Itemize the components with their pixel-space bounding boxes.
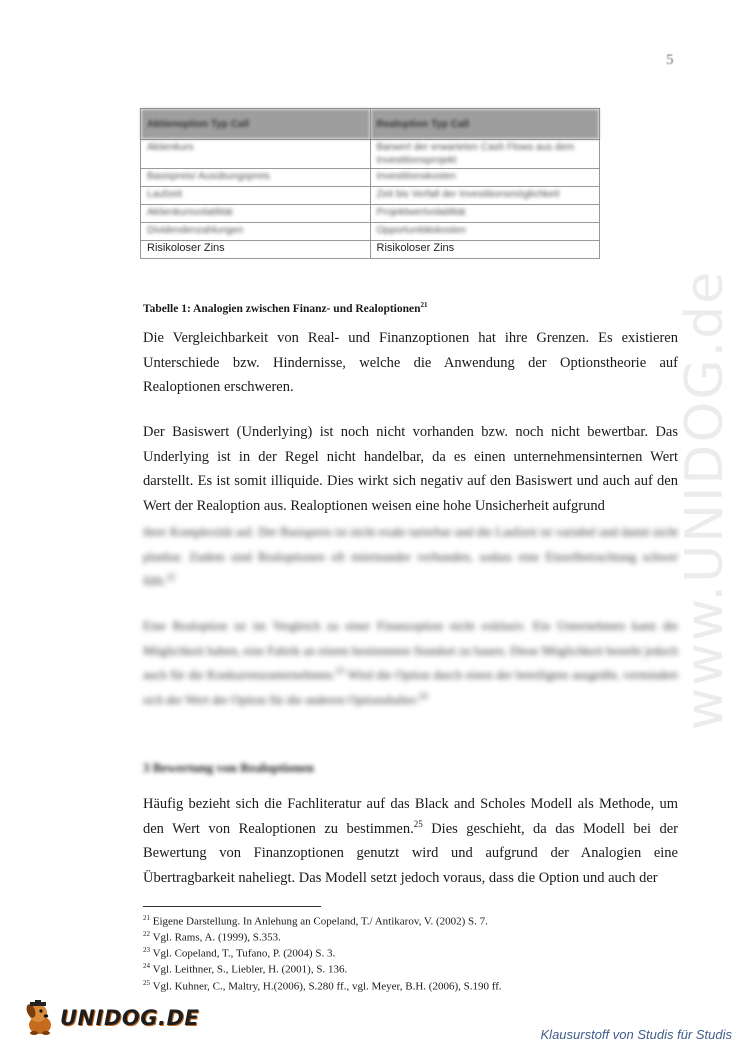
table-cell: Dividendenzahlungen	[141, 223, 371, 241]
table-row	[141, 140, 600, 169]
table-cell: Risikoloser Zins	[141, 241, 371, 259]
paragraph-exclusivity	[143, 614, 678, 713]
table-cell: Zeit bis Verfall der Investitionsmöglichkeit	[370, 187, 600, 205]
analogy-table	[140, 108, 600, 259]
table-row	[141, 205, 600, 223]
table-header-cell: Aktienoption Typ Call	[141, 109, 371, 140]
footnote	[143, 928, 683, 944]
table-row	[141, 187, 600, 205]
paragraph-text: Eine Realoption ist im Vergleich zu einer Finanzoption nicht exklusiv. Ein Unternehmen kann die Möglichkeit haben, eine Fabrik an einem bestimmten Standort zu bauen. Diese Möglichkeit besteht jedoch auch für die Konkurrenzunternehmen.	[143, 619, 678, 683]
footnote	[143, 944, 683, 960]
footnote-text: Vgl. Kuhner, C., Maltry, H.(2006), S.280 ff., vgl. Meyer, B.H. (2006), S.190 ff.	[152, 980, 502, 993]
paragraph-underlying: Der Basiswert (Underlying) ist noch nicht vorhanden bzw. noch nicht bewertbar. Das Underlying ist in der Regel nicht handelbar, da es einen unternehmensinternen Wert darstellt. Es ist somit illiquide. Dies wirkt sich negativ auf den Basiswert und auch auf den Wert der Realoption aus. Realoptionen weisen eine hohe Unsicherheit aufgrund	[143, 424, 678, 515]
table-cell: Investitionskosten	[370, 169, 600, 187]
caption-text: Tabelle 1: Analogien zwischen Finanz- und Realoptionen	[143, 302, 421, 315]
footer-tagline: Klausurstoff von Studis für Studis	[540, 1027, 732, 1042]
footnote-number: 21	[143, 914, 150, 922]
table-row	[141, 223, 600, 241]
dog-mascot-icon	[22, 999, 58, 1037]
paragraph-text: Dies geschieht, da das Modell bei der Bewertung von Finanzoptionen genutzt wird und aufgrund der Analogien eine Übertragbarkeit naheliegt. Das Modell setzt jedoch voraus, dass die Option und auch der	[143, 820, 678, 887]
table-row	[141, 169, 600, 187]
paragraph-text: Wird die Option durch einen der beteiligten ausgeübt, vermindert sich der Wert der Option für die anderen Optionshalter.	[143, 668, 678, 708]
footnote-text: Vgl. Leithner, S., Liebler, H. (2001), S. 136.	[152, 964, 348, 977]
footnote	[143, 912, 683, 928]
unidog-logo[interactable]	[22, 999, 199, 1037]
section-heading: 3 Bewertung von Realoptionen	[143, 760, 314, 775]
footnote-ref: 22	[166, 572, 176, 583]
table-cell: Aktienkurs	[141, 140, 371, 169]
footnote	[143, 960, 683, 976]
page-number: 5	[666, 52, 674, 68]
paragraph-text: ihrer Komplexität auf. Der Basispreis ist nicht exakt tarierbar und die Laufzeit ist variabel und damit nicht planbar. Zudem sind Realoptionen oft miteinander verbunden, sodass eine Einzelbetrachtung schwer fällt.	[143, 525, 678, 589]
table-cell: Risikoloser Zins	[370, 241, 600, 259]
paragraph-black-scholes	[143, 792, 678, 891]
footnote-text: Vgl. Copeland, T., Tufano, P. (2004) S. 3.	[152, 947, 336, 960]
paragraph-underlying-cont	[143, 520, 678, 594]
footnote-number: 23	[143, 946, 150, 955]
footer	[0, 985, 750, 1060]
logo-text: UNIDOG.DE	[60, 1006, 200, 1030]
table-cell: Projektwertvolatilität	[370, 205, 600, 223]
table-cell: Barwert der erwarteten Cash Flows aus dem Investitionsprojekt	[370, 140, 600, 169]
footnote-number: 22	[143, 930, 150, 939]
footnote-text: Vgl. Rams, A. (1999), S.353.	[152, 931, 281, 944]
footnote-ref: 21	[420, 301, 428, 309]
footnote-number: 25	[143, 978, 150, 987]
footnote-divider	[143, 906, 321, 907]
table-cell: Laufzeit	[141, 187, 371, 205]
footnote-list	[143, 912, 683, 993]
footnote-text: Eigene Darstellung. In Anlehung an Copeland, T./ Antikarov, V. (2002) S. 7.	[152, 915, 488, 928]
footnote-ref: 24	[418, 690, 428, 701]
footnote-ref: 23	[335, 666, 345, 677]
table-header-cell: Realoption Typ Call	[370, 109, 600, 140]
table-row	[141, 241, 600, 259]
paragraph-text: Häufig bezieht sich die Fachliteratur auf das Black and Scholes Modell als Methode, um den Wert von Realoptionen zu bestimmen.	[143, 796, 678, 837]
footnote-number: 24	[143, 962, 150, 971]
paragraph-limits: Die Vergleichbarkeit von Real- und Finanzoptionen hat ihre Grenzen. Es existieren Unterschiede bzw. Hindernisse, welche die Anwendung der Optionstheorie auf Realoptionen erschweren.	[143, 330, 678, 396]
table-cell: Aktienkursvolatilität	[141, 205, 371, 223]
table-cell: Opportunitätskosten	[370, 223, 600, 241]
footnote-ref: 25	[413, 818, 423, 829]
table-caption	[143, 301, 428, 315]
table-cell: Basispreis/ Ausübungspreis	[141, 169, 371, 187]
watermark: www.UNIDOG.de	[675, 269, 735, 731]
table-header-row	[141, 109, 600, 140]
